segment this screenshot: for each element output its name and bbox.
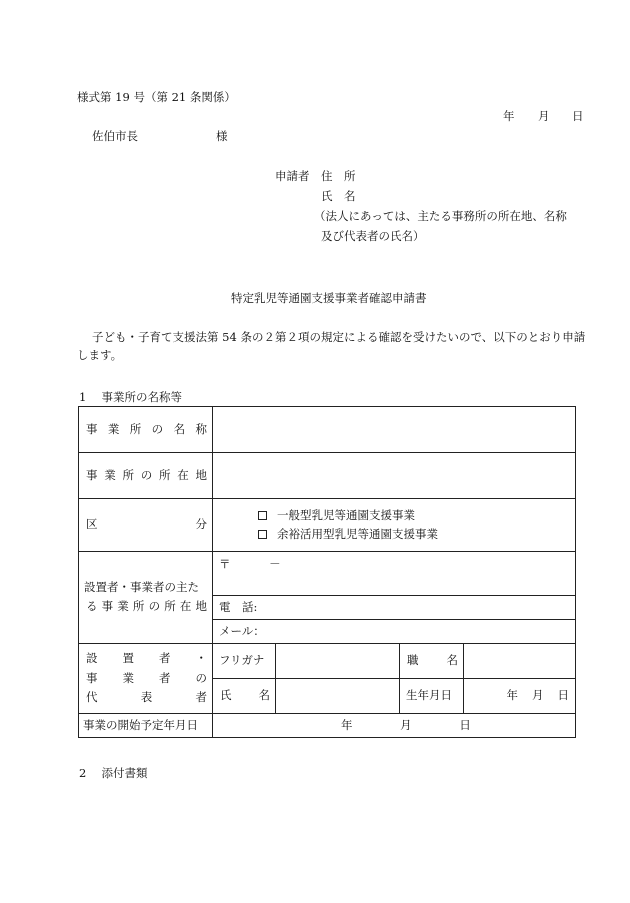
birthdate-label: 生年月日 (400, 679, 464, 714)
position-label-cell (400, 644, 464, 679)
applicant-label: 申請者 (275, 169, 310, 183)
representative-label-cell (79, 644, 213, 714)
name-label: 氏 名 (321, 189, 356, 203)
date-year-label: 年 (503, 109, 515, 123)
office-name-input[interactable] (213, 407, 576, 453)
office-name-label: 事 業 所 の 名 称 (86, 421, 207, 436)
checkbox-surplus[interactable] (258, 530, 267, 539)
phone-label: 電 話: (219, 599, 258, 614)
start-date-label: 事業の開始予定年月日 (79, 714, 213, 738)
birthdate-units: 年 月 日 (506, 688, 569, 703)
section2-heading: 2 添付書類 (79, 766, 148, 780)
rep-label-line2: 事 業 者 の (86, 670, 207, 685)
mail-label: メール： (219, 623, 265, 638)
rep-label-line3: 代 表 者 (86, 690, 207, 705)
office-address-label: 事 業 所 の 所 在 地 (86, 467, 207, 482)
furigana-label: フリガナ (213, 644, 276, 679)
body-line2: します。 (77, 348, 123, 362)
office-address-label-cell (79, 453, 213, 499)
position-label: 職 名 (407, 653, 458, 668)
honorific: 様 (216, 129, 228, 143)
start-day-label: 日 (459, 717, 471, 732)
establisher-label-line1: 設置者・事業者の主た (84, 580, 199, 595)
name-input[interactable] (276, 679, 400, 714)
phone-input[interactable] (213, 596, 576, 620)
form-number: 様式第 19 号（第 21 条関係） (77, 90, 236, 104)
establisher-label-cell (79, 552, 213, 644)
start-year-label: 年 (341, 717, 353, 732)
birthdate-input[interactable] (464, 679, 576, 714)
category-label: 区 分 (86, 517, 207, 532)
option-surplus[interactable] (258, 528, 575, 542)
body-line1: 子ども・子育て支援法第 54 条の２第２項の規定による確認を受けたいので、以下のとおり申請 (92, 330, 586, 344)
applicant-note-line1: （法人にあっては、主たる事務所の所在地、名称 (314, 209, 567, 223)
postal-mark: 〒 (219, 557, 231, 571)
document-title: 特定乳児等通園支援事業者確認申請書 (231, 291, 427, 305)
postal-input[interactable] (213, 552, 576, 596)
mail-input[interactable] (213, 620, 576, 644)
rep-name-label: 氏 名 (220, 688, 270, 703)
category-label-cell (79, 499, 213, 552)
option-general[interactable] (258, 509, 575, 523)
position-input[interactable] (464, 644, 576, 679)
postal-dash: － (269, 557, 281, 571)
establisher-label-line2: る 事 業 所 の 所 在 地 (86, 599, 207, 613)
date-month-label: 月 (538, 109, 550, 123)
name-label-cell (213, 679, 276, 714)
checkbox-general[interactable] (258, 511, 267, 520)
category-options (213, 499, 576, 552)
furigana-input[interactable] (276, 644, 400, 679)
addressee: 佐伯市長 (92, 129, 138, 143)
office-name-label-cell (79, 407, 213, 453)
section1-heading: 1 事業所の名称等 (79, 390, 182, 404)
option-surplus-label: 余裕活用型乳児等通園支援事業 (277, 526, 438, 541)
address-label: 住 所 (321, 169, 356, 183)
applicant-note-line2: 及び代表者の氏名） (321, 229, 425, 243)
office-info-table (78, 406, 576, 738)
option-general-label: 一般型乳児等通園支援事業 (277, 507, 415, 522)
date-day-label: 日 (572, 109, 584, 123)
start-date-input[interactable] (213, 714, 576, 738)
office-address-input[interactable] (213, 453, 576, 499)
rep-label-line1: 設 置 者 ・ (86, 650, 207, 665)
start-month-label: 月 (400, 717, 412, 732)
